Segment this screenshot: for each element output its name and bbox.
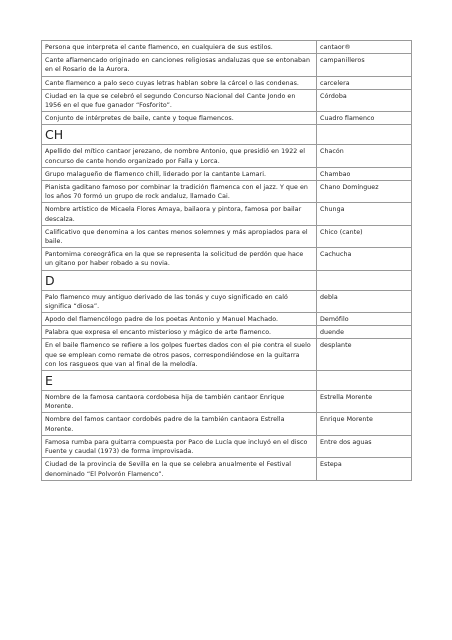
answer-cell: Chacón xyxy=(317,145,412,167)
definition-cell: Ciudad en la que se celebró el segundo Concurso Nacional del Cante Jondo en 1956 en el que fue ganador “Fosforito”. xyxy=(42,89,317,111)
table-row xyxy=(42,339,412,371)
definition-cell: Nombre artístico de Micaela Flores Amaya, bailaora y pintora, famosa por bailar descalza. xyxy=(42,203,317,225)
definition-cell: Cante aflamencado originado en canciones religiosas andaluzas que se entonaban en el Rosario de la Aurora. xyxy=(42,54,317,76)
definition-cell: Palo flamenco muy antiguo derivado de las tonás y cuyo significado en caló significa “diosa”. xyxy=(42,290,317,312)
letter-heading-empty-cell xyxy=(317,125,412,145)
glossary-table xyxy=(41,40,412,481)
answer-cell: Entre dos aguas xyxy=(317,435,412,457)
answer-cell: Chico (cante) xyxy=(317,225,412,247)
answer-cell: desplante xyxy=(317,339,412,371)
definition-cell: Nombre de la famosa cantaora cordobesa hija de también cantaor Enrique Morente. xyxy=(42,391,317,413)
answer-cell: debla xyxy=(317,290,412,312)
answer-cell: Chunga xyxy=(317,203,412,225)
table-row xyxy=(42,203,412,225)
answer-cell: cantaor® xyxy=(317,41,412,54)
table-row xyxy=(42,326,412,339)
definition-cell: En el baile flamenco se refiere a los golpes fuertes dados con el pie contra el suelo que se emplean como remate de otros pasos, correspondiéndose en la guitarra con los rasgueos que van al final de la melodía. xyxy=(42,339,317,371)
answer-cell: Demófilo xyxy=(317,313,412,326)
answer-cell: Córdoba xyxy=(317,89,412,111)
table-row xyxy=(42,145,412,167)
answer-cell: campanilleros xyxy=(317,54,412,76)
table-row xyxy=(42,225,412,247)
letter-heading-row xyxy=(42,125,412,145)
answer-cell: duende xyxy=(317,326,412,339)
table-row xyxy=(42,248,412,270)
table-row xyxy=(42,54,412,76)
letter-heading-row xyxy=(42,270,412,290)
table-row xyxy=(42,413,412,435)
table-row xyxy=(42,313,412,326)
table-row xyxy=(42,76,412,89)
table-row xyxy=(42,181,412,203)
answer-cell: Estrella Morente xyxy=(317,391,412,413)
letter-heading-empty-cell xyxy=(317,371,412,391)
table-row xyxy=(42,112,412,125)
definition-cell: Grupo malagueño de flamenco chill, liderado por la cantante Lamari. xyxy=(42,167,317,180)
definition-cell: Famosa rumba para guitarra compuesta por Paco de Lucía que incluyó en el disco Fuente y caudal (1973) de forma improvisada. xyxy=(42,435,317,457)
letter-heading: D xyxy=(42,270,317,290)
letter-heading: E xyxy=(42,371,317,391)
table-row xyxy=(42,167,412,180)
definition-cell: Apellido del mítico cantaor jerezano, de nombre Antonio, que presidió en 1922 el concurso de cante hondo organizado por Falla y Lorca. xyxy=(42,145,317,167)
table-row xyxy=(42,458,412,480)
definition-cell: Nombre del famos cantaor cordobés padre de la también cantaora Estrella Morente. xyxy=(42,413,317,435)
letter-heading-empty-cell xyxy=(317,270,412,290)
letter-heading-row xyxy=(42,371,412,391)
table-row xyxy=(42,41,412,54)
answer-cell: Chano Domínguez xyxy=(317,181,412,203)
table-row xyxy=(42,435,412,457)
definition-cell: Apodo del flamencólogo padre de los poetas Antonio y Manuel Machado. xyxy=(42,313,317,326)
answer-cell: Cuadro flamenco xyxy=(317,112,412,125)
table-row xyxy=(42,391,412,413)
answer-cell: Estepa xyxy=(317,458,412,480)
definition-cell: Calificativo que denomina a los cantes menos solemnes y más apropiados para el baile. xyxy=(42,225,317,247)
definition-cell: Pianista gaditano famoso por combinar la tradición flamenca con el jazz. Y que en los años 70 formó un grupo de rock andaluz, llamado Cai. xyxy=(42,181,317,203)
answer-cell: Chambao xyxy=(317,167,412,180)
table-row xyxy=(42,290,412,312)
answer-cell: Enrique Morente xyxy=(317,413,412,435)
answer-cell: Cachucha xyxy=(317,248,412,270)
glossary-table-body xyxy=(42,41,412,481)
definition-cell: Ciudad de la provincia de Sevilla en la que se celebra anualmente el Festival denominado “El Polvorón Flamenco”. xyxy=(42,458,317,480)
definition-cell: Palabra que expresa el encanto misterioso y mágico de arte flamenco. xyxy=(42,326,317,339)
table-row xyxy=(42,89,412,111)
definition-cell: Cante flamenco a palo seco cuyas letras hablan sobre la cárcel o las condenas. xyxy=(42,76,317,89)
answer-cell: carcelera xyxy=(317,76,412,89)
letter-heading: CH xyxy=(42,125,317,145)
definition-cell: Pantomima coreográfica en la que se representa la solicitud de perdón que hace un gitano por haber robado a su novia. xyxy=(42,248,317,270)
definition-cell: Persona que interpreta el cante flamenco, en cualquiera de sus estilos. xyxy=(42,41,317,54)
definition-cell: Conjunto de intérpretes de baile, cante y toque flamencos. xyxy=(42,112,317,125)
